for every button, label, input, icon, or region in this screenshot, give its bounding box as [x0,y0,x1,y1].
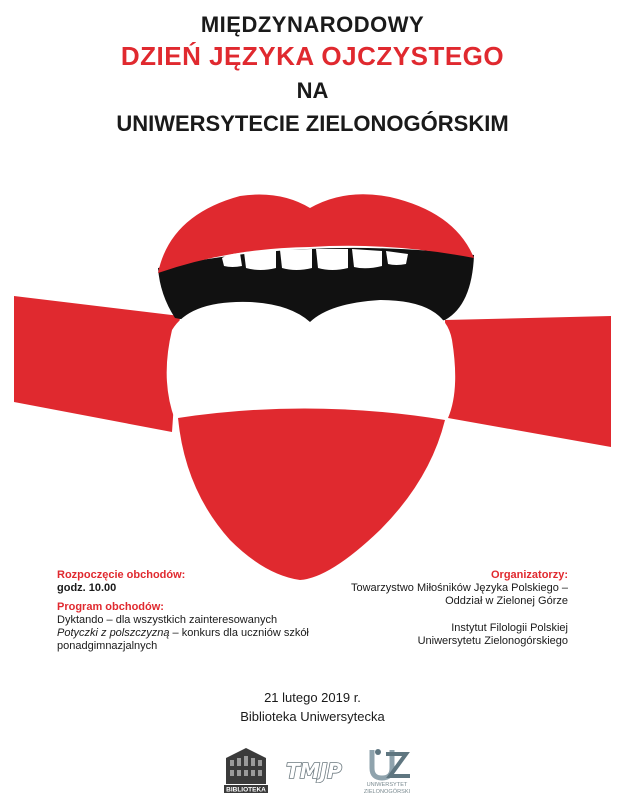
tmjp-logo-text: TMJP [286,759,342,783]
title-line-2: DZIEŃ JĘZYKA OJCZYSTEGO [120,41,505,71]
title-line-4: UNIWERSYTECIE ZIELONOGÓRSKIM [116,111,509,136]
title-line-1: MIĘDZYNARODOWY [200,12,425,37]
program-item-2 [57,627,309,640]
start-time: godz. 10.00 [57,582,117,594]
start-label: Rozpoczęcie obchodów: [57,569,186,581]
title-line-3: NA [296,78,329,103]
organizers-label: Organizatorzy: [490,569,568,581]
organizers-block [351,569,568,648]
tmjp-logo-icon [283,757,345,783]
red-band-left [14,296,180,432]
program-label: Program obchodów: [57,601,164,613]
organizer-1-line-1: Towarzystwo Miłośników Języka Polskiego – [350,582,568,594]
tongue-red [178,408,445,580]
red-band-right [445,316,611,447]
organizer-2-line-1: Instytut Filologii Polskiej [451,622,568,634]
program-item-2-line2: ponadgimnazjalnych [57,640,158,652]
university-logo-line-2: ZIELONOGÓRSKI [363,789,411,795]
library-logo-text: BIBLIOTEKA [226,786,266,794]
program-item-2-title: Potyczki z polszczyzną [57,627,170,639]
event-place: Biblioteka Uniwersytecka [240,709,385,724]
organizer-1-line-2: Oddział w Zielonej Górze [445,595,568,607]
program-block [57,569,309,653]
university-logo-line-1: UNIWERSYTET [366,782,408,788]
university-logo-icon [356,744,418,796]
organizer-2-line-2: Uniwersytetu Zielonogórskiego [417,635,568,647]
library-logo-icon [220,744,272,796]
program-item-2-rest: – konkurs dla uczniów szkół [169,627,309,639]
event-date: 21 lutego 2019 r. [264,690,361,705]
mouth-illustration [0,180,625,585]
program-item-1: Dyktando – dla wszystkich zainteresowanych [57,614,278,626]
